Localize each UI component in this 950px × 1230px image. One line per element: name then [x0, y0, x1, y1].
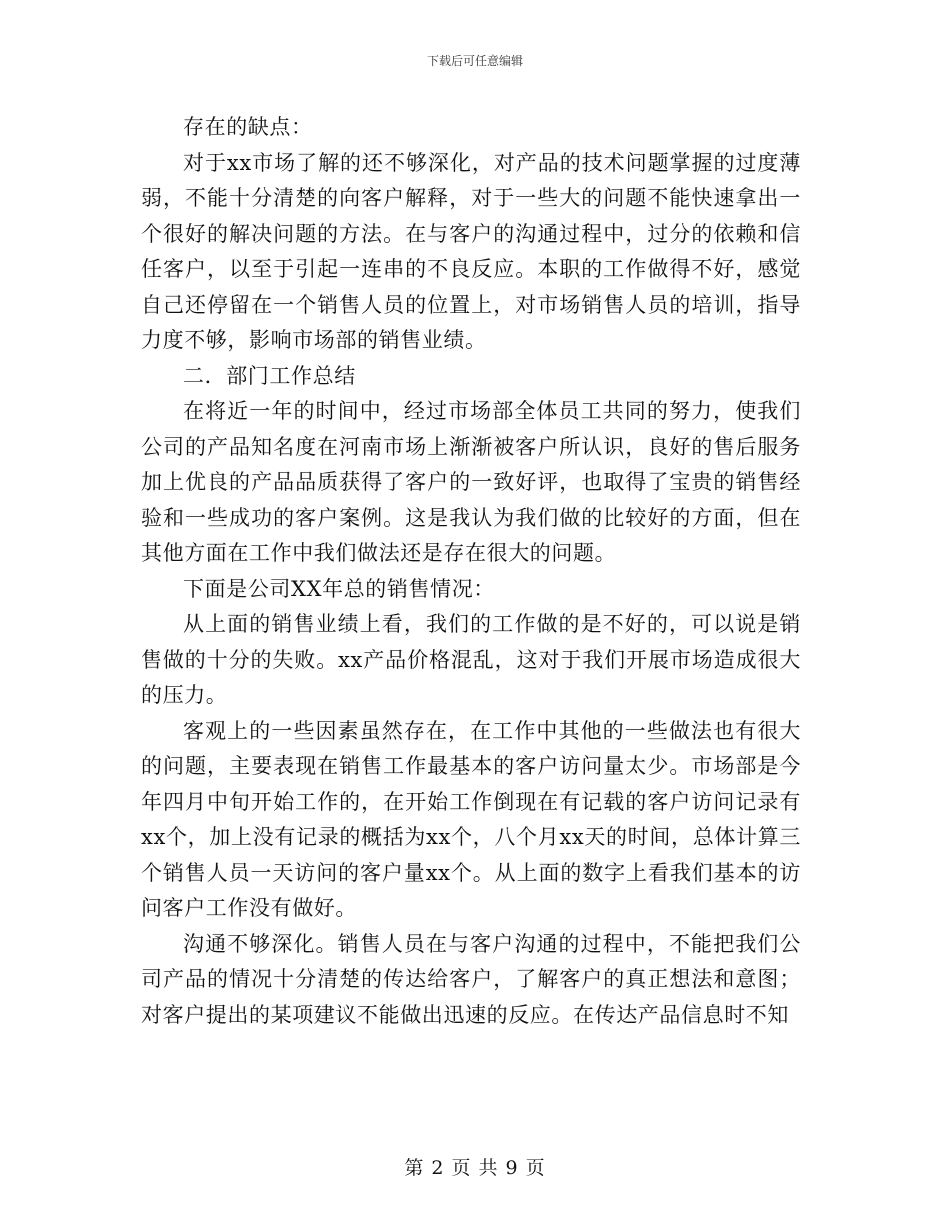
paragraph-section-heading: 二．部门工作总结	[183, 363, 356, 388]
paragraph-sales-result: 从上面的销售业绩上看，我们的工作做的是不好的，可以说是销售做的十分的失败。xx产品价格混乱，这对于我们开展市场造成很大的压力。	[141, 612, 801, 707]
paragraph-shortcomings: 对于xx市场了解的还不够深化，对产品的技术问题掌握的过度薄弱，不能十分清楚的向客户解释，对于一些大的问题不能快速拿出一个很好的解决问题的方法。在与客户的沟通过程中，过分的依赖和信任客户，以至于引起一连串的不良反应。本职的工作做得不好，感觉自己还停留在一个销售人员的位置上，对市场销售人员的培训，指导力度不够，影响市场部的销售业绩。	[141, 150, 801, 352]
page-header: 下载后可任意编辑	[426, 54, 523, 68]
paragraph-sales-intro: 下面是公司XX年总的销售情况：	[183, 576, 495, 601]
paragraph-visit-analysis: 客观上的一些因素虽然存在，在工作中其他的一些做法也有很大的问题，主要表现在销售工作最基本的客户访问量太少。市场部是今年四月中旬开始工作的，在开始工作倒现在有记载的客户访问记录有xx个，加上没有记录的概括为xx个，八个月xx天的时间，总体计算三个销售人员一天访问的客户量xx个。从上面的数字上看我们基本的访问客户工作没有做好。	[141, 718, 801, 920]
paragraph-communication: 沟通不够深化。销售人员在与客户沟通的过程中，不能把我们公司产品的情况十分清楚的传达给客户，了解客户的真正想法和意图；对客户提出的某项建议不能做出迅速的反应。在传达产品信息时不知	[141, 931, 801, 1027]
document-body	[141, 110, 801, 1033]
paragraph-department-summary: 在将近一年的时间中，经过市场部全体员工共同的努力，使我们公司的产品知名度在河南市场上渐渐被客户所认识，良好的售后服务加上优良的产品品质获得了客户的一致好评，也取得了宝贵的销售经验和一些成功的客户案例。这是我认为我们做的比较好的方面，但在其他方面在工作中我们做法还是存在很大的问题。	[141, 399, 801, 565]
paragraph-shortcomings-heading: 存在的缺点：	[183, 115, 313, 139]
page-footer: 第 2 页 共 9 页	[404, 1157, 546, 1179]
